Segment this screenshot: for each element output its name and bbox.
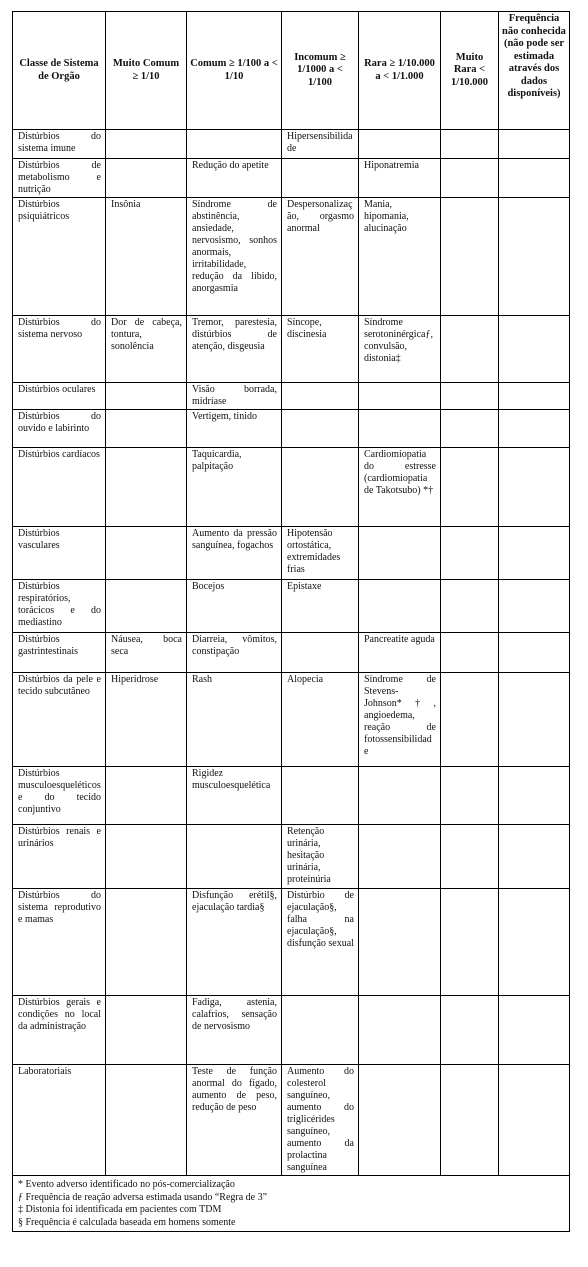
cell-very-common <box>106 580 187 633</box>
cell-unknown-frequency <box>499 130 570 159</box>
table-row <box>13 448 570 527</box>
cell-very-rare <box>441 448 499 527</box>
cell-very-rare <box>441 159 499 198</box>
cell-organ-class: Distúrbios respiratórios, torácicos e do mediastino <box>13 580 106 633</box>
cell-uncommon <box>282 996 359 1065</box>
cell-uncommon: Aumento do colesterol sanguíneo, aumento do triglicérides sanguíneo, aumento da prolactina sanguínea <box>282 1065 359 1176</box>
cell-very-common <box>106 410 187 448</box>
cell-very-rare <box>441 580 499 633</box>
cell-very-rare <box>441 130 499 159</box>
header-unknown-frequency: Frequência não conhecida (não pode ser estimada através dos dados disponíveis) <box>499 12 570 130</box>
footnote: * Evento adverso identificado no pós-comercialização <box>18 1179 235 1190</box>
cell-very-common <box>106 889 187 996</box>
cell-unknown-frequency <box>499 159 570 198</box>
cell-common: Fadiga, astenia, calafrios, sensação de nervosismo <box>187 996 282 1065</box>
cell-very-common <box>106 448 187 527</box>
cell-organ-class: Distúrbios gastrintestinais <box>13 633 106 673</box>
cell-rare: Pancreatite aguda <box>359 633 441 673</box>
cell-common <box>187 130 282 159</box>
cell-common: Bocejos <box>187 580 282 633</box>
cell-organ-class: Distúrbios musculoesqueléticos e do tecido conjuntivo <box>13 767 106 825</box>
cell-common <box>187 825 282 889</box>
cell-organ-class: Distúrbios da pele e tecido subcutâneo <box>13 673 106 767</box>
cell-uncommon: Hipersensibilidade <box>282 130 359 159</box>
cell-very-common <box>106 767 187 825</box>
cell-very-rare <box>441 527 499 580</box>
cell-unknown-frequency <box>499 1065 570 1176</box>
cell-unknown-frequency <box>499 527 570 580</box>
cell-uncommon: Retenção urinária, hesitação urinária, proteinúria <box>282 825 359 889</box>
table-row <box>13 198 570 316</box>
footnote: ‡ Distonia foi identificada em pacientes com TDM <box>18 1204 222 1215</box>
table-row <box>13 673 570 767</box>
cell-organ-class: Distúrbios gerais e condições no local da administração <box>13 996 106 1065</box>
cell-rare <box>359 767 441 825</box>
cell-very-rare <box>441 996 499 1065</box>
cell-common: Disfunção erétil§, ejaculação tardia§ <box>187 889 282 996</box>
cell-very-common <box>106 159 187 198</box>
cell-organ-class: Distúrbios renais e urinários <box>13 825 106 889</box>
table-row <box>13 1065 570 1176</box>
cell-very-common <box>106 1065 187 1176</box>
cell-unknown-frequency <box>499 383 570 410</box>
cell-uncommon: Despersonalização, orgasmo anormal <box>282 198 359 316</box>
cell-uncommon <box>282 410 359 448</box>
cell-organ-class: Distúrbios do sistema imune <box>13 130 106 159</box>
table-row <box>13 383 570 410</box>
footnotes <box>13 1176 570 1232</box>
table-row <box>13 825 570 889</box>
cell-uncommon: Distúrbio de ejaculação§, falha na ejaculação§, disfunção sexual <box>282 889 359 996</box>
cell-very-rare <box>441 767 499 825</box>
cell-unknown-frequency <box>499 316 570 383</box>
cell-unknown-frequency <box>499 889 570 996</box>
cell-organ-class: Distúrbios oculares <box>13 383 106 410</box>
header-row <box>13 12 570 130</box>
cell-rare <box>359 527 441 580</box>
cell-rare <box>359 383 441 410</box>
table-row <box>13 633 570 673</box>
cell-very-common: Náusea, boca seca <box>106 633 187 673</box>
cell-organ-class: Distúrbios vasculares <box>13 527 106 580</box>
footnote: § Frequência é calculada baseada em homens somente <box>18 1216 236 1228</box>
cell-very-common <box>106 527 187 580</box>
table-row <box>13 527 570 580</box>
cell-rare <box>359 889 441 996</box>
cell-very-common: Dor de cabeça, tontura, sonolência <box>106 316 187 383</box>
cell-very-rare <box>441 633 499 673</box>
cell-unknown-frequency <box>499 198 570 316</box>
cell-rare: Hiponatremia <box>359 159 441 198</box>
cell-rare <box>359 996 441 1065</box>
cell-unknown-frequency <box>499 825 570 889</box>
cell-rare <box>359 825 441 889</box>
cell-common: Aumento da pressão sanguínea, fogachos <box>187 527 282 580</box>
cell-organ-class: Distúrbios cardíacos <box>13 448 106 527</box>
cell-very-common: Hiperidrose <box>106 673 187 767</box>
cell-unknown-frequency <box>499 580 570 633</box>
cell-unknown-frequency <box>499 767 570 825</box>
cell-uncommon: Síncope, discinesia <box>282 316 359 383</box>
cell-very-common: Insônia <box>106 198 187 316</box>
header-uncommon: Incomum ≥ 1/1000 a < 1/100 <box>282 12 359 130</box>
cell-very-rare <box>441 673 499 767</box>
cell-uncommon: Epistaxe <box>282 580 359 633</box>
cell-unknown-frequency <box>499 410 570 448</box>
table-row <box>13 159 570 198</box>
cell-common: Teste de função anormal do fígado, aumento de peso, redução de peso <box>187 1065 282 1176</box>
cell-rare <box>359 1065 441 1176</box>
cell-common: Vertigem, tinido <box>187 410 282 448</box>
cell-unknown-frequency <box>499 633 570 673</box>
cell-uncommon <box>282 767 359 825</box>
cell-very-common <box>106 996 187 1065</box>
table-row <box>13 580 570 633</box>
cell-organ-class: Distúrbios do sistema reprodutivo e mamas <box>13 889 106 996</box>
table-row <box>13 767 570 825</box>
cell-rare <box>359 580 441 633</box>
cell-common: Redução do apetite <box>187 159 282 198</box>
cell-common: Síndrome de abstinência, ansiedade, nervosismo, sonhos anormais, irritabilidade, redução da libido, anorgasmia <box>187 198 282 316</box>
cell-very-rare <box>441 198 499 316</box>
cell-common: Visão borrada, midríase <box>187 383 282 410</box>
cell-rare: Cardiomiopatia do estresse (cardiomiopatia de Takotsubo) *† <box>359 448 441 527</box>
cell-very-common <box>106 825 187 889</box>
cell-very-rare <box>441 383 499 410</box>
header-very-rare: Muito Rara < 1/10.000 <box>441 12 499 130</box>
table-row <box>13 996 570 1065</box>
header-rare: Rara ≥ 1/10.000 a < 1/1.000 <box>359 12 441 130</box>
cell-very-rare <box>441 825 499 889</box>
cell-very-common <box>106 383 187 410</box>
cell-uncommon <box>282 383 359 410</box>
header-common: Comum ≥ 1/100 a < 1/10 <box>187 12 282 130</box>
cell-uncommon <box>282 159 359 198</box>
cell-very-rare <box>441 1065 499 1176</box>
table-row <box>13 316 570 383</box>
cell-rare: Síndrome de Stevens-Johnson*†, angioedema, reação de fotossensibilidade <box>359 673 441 767</box>
cell-uncommon <box>282 448 359 527</box>
footnotes-row <box>13 1176 570 1232</box>
cell-common: Rash <box>187 673 282 767</box>
cell-rare <box>359 130 441 159</box>
cell-very-rare <box>441 889 499 996</box>
table-row <box>13 130 570 159</box>
cell-common: Diarreia, vômitos, constipação <box>187 633 282 673</box>
cell-very-common <box>106 130 187 159</box>
cell-uncommon: Hipotensão ortostática, extremidades frias <box>282 527 359 580</box>
cell-unknown-frequency <box>499 448 570 527</box>
cell-very-rare <box>441 410 499 448</box>
cell-common: Tremor, parestesia, distúrbios de atenção, disgeusia <box>187 316 282 383</box>
cell-very-rare <box>441 316 499 383</box>
header-soc: Classe de Sistema de Orgão <box>13 12 106 130</box>
cell-rare <box>359 410 441 448</box>
cell-unknown-frequency <box>499 673 570 767</box>
table-body <box>13 130 570 1176</box>
cell-uncommon: Alopecia <box>282 673 359 767</box>
table-row <box>13 410 570 448</box>
cell-rare: Síndrome serotoninérgicaƒ, convulsão, distonia‡ <box>359 316 441 383</box>
cell-rare: Mania, hipomania, alucinação <box>359 198 441 316</box>
cell-unknown-frequency <box>499 996 570 1065</box>
cell-uncommon <box>282 633 359 673</box>
adverse-reactions-table <box>12 11 570 1232</box>
cell-common: Taquicardia, palpitação <box>187 448 282 527</box>
header-very-common: Muito Comum ≥ 1/10 <box>106 12 187 130</box>
cell-common: Rigidez musculoesquelética <box>187 767 282 825</box>
cell-organ-class: Distúrbios do sistema nervoso <box>13 316 106 383</box>
cell-organ-class: Distúrbios psiquiátricos <box>13 198 106 316</box>
table-row <box>13 889 570 996</box>
footnote: ƒ Frequência de reação adversa estimada usando “Regra de 3” <box>18 1191 268 1203</box>
cell-organ-class: Laboratoriais <box>13 1065 106 1176</box>
cell-organ-class: Distúrbios do ouvido e labirinto <box>13 410 106 448</box>
cell-organ-class: Distúrbios de metabolismo e nutrição <box>13 159 106 198</box>
